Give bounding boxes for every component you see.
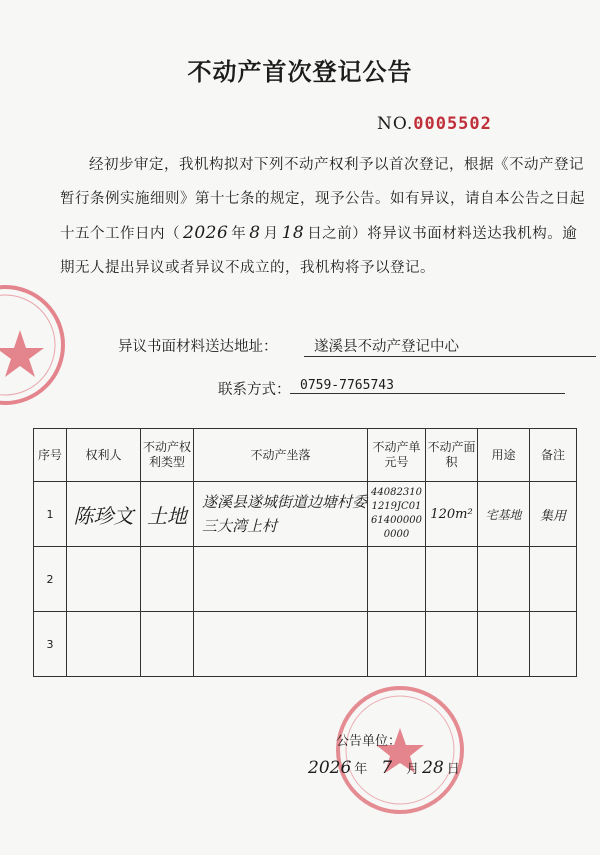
header-seq: 序号 [34, 429, 67, 482]
row-remark: 集用 [530, 482, 577, 547]
serial-value: 0005502 [413, 114, 492, 134]
header-area: 不动产面积 [426, 429, 478, 482]
row-use [478, 547, 530, 612]
header-location: 不动产坐落 [194, 429, 368, 482]
seal-left-stamp [0, 280, 70, 410]
row-right-type [141, 612, 194, 677]
table-row [34, 482, 577, 547]
serial-label: NO. [377, 114, 414, 134]
notice-part2: 日之前）将异议书面材料送达我机构。逾期无人提出异议或者异议不成立的，我机构将予以登记。 [60, 226, 578, 276]
row-unit-no: 440823101219JC01614000000000 [368, 482, 426, 547]
serial-number [377, 114, 492, 134]
row-seq: 1 [34, 482, 67, 547]
row-holder: 陈珍文 [67, 482, 141, 547]
header-holder: 权利人 [67, 429, 141, 482]
row-holder [67, 547, 141, 612]
row-area [426, 612, 478, 677]
row-use [478, 612, 530, 677]
issue-month-char: 月 [406, 762, 420, 777]
row-unit-no [368, 547, 426, 612]
property-table [33, 428, 577, 677]
issuer-label: 公告单位： [336, 734, 402, 749]
row-seq: 3 [34, 612, 67, 677]
deadline-day: 18 [281, 223, 305, 243]
row-seq: 2 [34, 547, 67, 612]
row-right-type: 土地 [141, 482, 194, 547]
row-remark [530, 547, 577, 612]
row-location: 遂溪县遂城街道边塘村委三大湾上村 [194, 482, 368, 547]
deadline-month: 8 [249, 223, 261, 243]
contact-label: 联系方式： [218, 382, 291, 398]
row-location [194, 612, 368, 677]
deadline-month-char: 月 [263, 226, 279, 242]
header-right-type: 不动产权利类型 [141, 429, 194, 482]
contact-row [218, 378, 394, 399]
issue-day: 28 [422, 758, 444, 778]
deadline-year-char: 年 [231, 226, 247, 242]
issue-year-char: 年 [354, 762, 368, 777]
table-row [34, 612, 577, 677]
row-area [426, 547, 478, 612]
header-remark: 备注 [530, 429, 577, 482]
header-unit-no: 不动产单元号 [368, 429, 426, 482]
row-holder [67, 612, 141, 677]
row-unit-no [368, 612, 426, 677]
table-row [34, 547, 577, 612]
notice-part1: 经初步审定，我机构拟对下列不动产权利予以首次登记，根据《不动产登记暂行条例实施细则》第十七条的规定，现予公告。如有异议，请自本公告之日起十五个工作日内（ [60, 157, 585, 242]
row-location [194, 547, 368, 612]
issue-year: 2026 [308, 758, 352, 778]
header-use: 用途 [478, 429, 530, 482]
issue-month: 7 [381, 758, 393, 778]
row-right-type [141, 547, 194, 612]
deadline-year: 2026 [183, 223, 229, 243]
seal-bottom-stamp [330, 680, 470, 820]
notice-text [60, 148, 585, 285]
contact-value: 0759-7765743 [290, 378, 565, 394]
page-title: 不动产首次登记公告 [187, 58, 413, 86]
row-area: 120m² [426, 482, 478, 547]
row-remark [530, 612, 577, 677]
issue-date [305, 758, 460, 778]
address-label: 异议书面材料送达地址： [118, 339, 278, 355]
address-value: 遂溪县不动产登记中心 [304, 335, 596, 357]
row-use: 宅基地 [478, 482, 530, 547]
address-row [118, 335, 459, 356]
issue-day-char: 日 [446, 762, 460, 777]
table-header-row [34, 429, 577, 482]
